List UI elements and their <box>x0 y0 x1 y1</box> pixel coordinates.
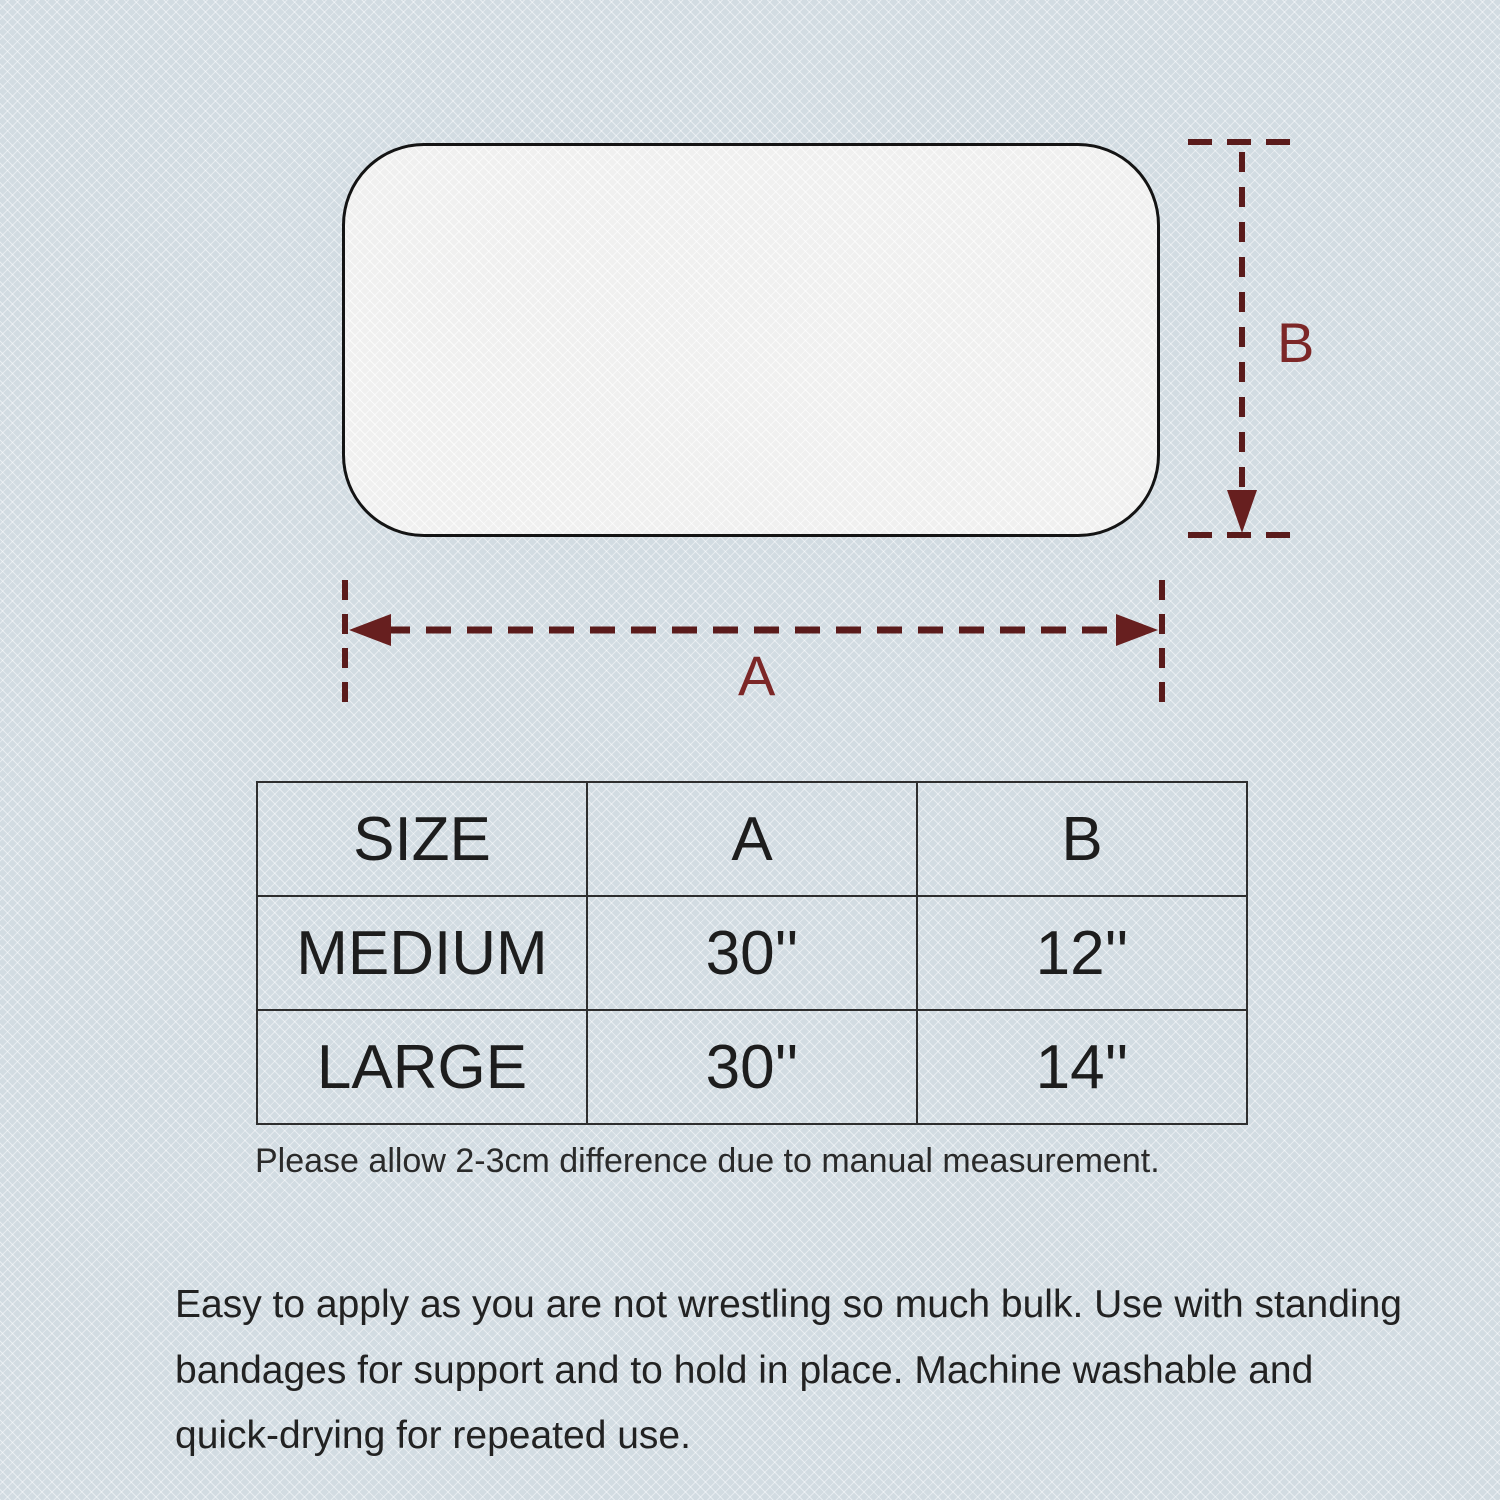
dim-b-arrowhead-down-icon <box>1227 490 1257 533</box>
size-table-header-size: SIZE <box>257 782 587 896</box>
size-table-header-a: A <box>587 782 917 896</box>
cell-large-b: 14'' <box>917 1010 1247 1124</box>
cell-medium-a: 30'' <box>587 896 917 1010</box>
dim-a-arrowhead-right-icon <box>1116 614 1158 646</box>
size-table-header-row <box>257 782 1247 896</box>
table-row-large <box>257 1010 1247 1124</box>
cell-large-a: 30'' <box>587 1010 917 1124</box>
dim-a-label: A <box>738 644 776 707</box>
measurement-note: Please allow 2-3cm difference due to manual measurement. <box>255 1142 1160 1180</box>
size-table-header-b: B <box>917 782 1247 896</box>
cell-large-size: LARGE <box>257 1010 587 1124</box>
dim-a-arrowhead-left-icon <box>349 614 391 646</box>
cell-medium-size: MEDIUM <box>257 896 587 1010</box>
dim-b-label: B <box>1277 311 1315 374</box>
table-row-medium <box>257 896 1247 1010</box>
cell-medium-b: 12'' <box>917 896 1247 1010</box>
product-description: Easy to apply as you are not wrestling so much bulk. Use with standing bandages for support and to hold in place. Machine washable and quick-drying for repeated use. <box>175 1283 1402 1458</box>
size-table <box>256 781 1248 1125</box>
